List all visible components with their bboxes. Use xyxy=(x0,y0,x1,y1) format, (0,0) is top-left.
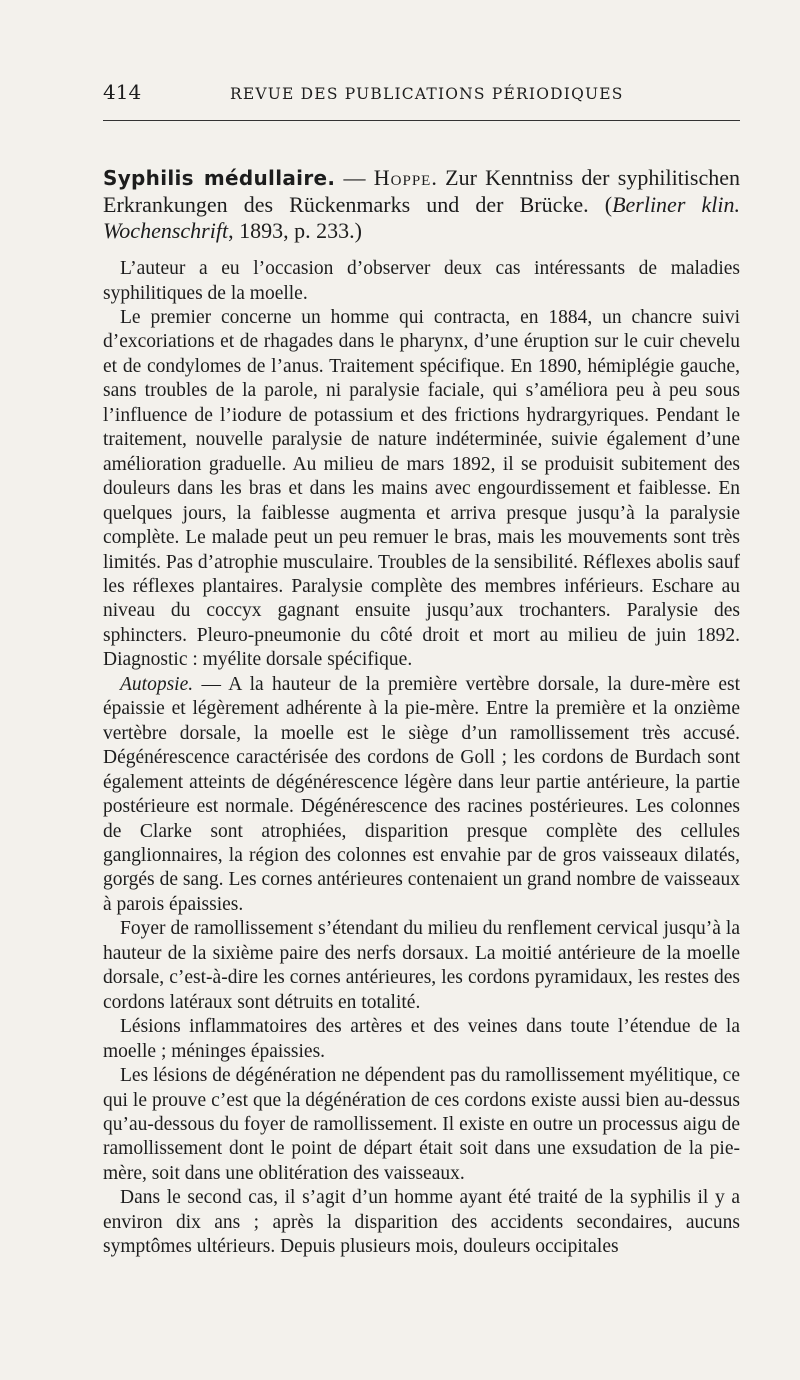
article-body xyxy=(103,165,740,1260)
article-reference: . Zur Kenntniss der syphilitischen Erkrankungen des Rückenmarks und der Brücke. ( xyxy=(103,165,740,217)
paragraph: Lésions inflammatoires des artères et des veines dans toute l’étendue de la moelle ; méninges épaissies. xyxy=(103,1016,740,1062)
paragraph: Dans le second cas, il s’agit d’un homme ayant été traité de la syphilis il y a environ dix ans ; après la disparition des accidents secondaires, aucuns symptômes ultérieurs. Depuis plusieurs mois, douleurs occipitales xyxy=(103,1187,740,1258)
paragraph: L’auteur a eu l’occasion d’observer deux cas intéressants de maladies syphilitiques de la moelle. xyxy=(103,258,740,304)
article-author: Hoppe xyxy=(373,165,432,190)
header-rule xyxy=(103,120,740,121)
autopsy-text: — A la hauteur de la première vertèbre dorsale, la dure-mère est épaissie et légèrement adhérente à la pie-mère. Entre la première et la onzième vertèbre dorsale, la moelle est le siège d’un ramollissement très accusé. Dégénérescence caractérisée des cordons de Goll ; les cordons de Burdach sont également atteints de dégénérescence légère dans leur partie antérieure, la partie postérieure est normale. Dégénérescence des racines postérieures. Les colonnes de Clarke sont atrophiées, disparition presque complète des cellules ganglionnaires, la région des colonnes est envahie par de gros vaisseaux dilatés, gorgés de sang. Les cornes antérieures contenaient un grand nombre de vaisseaux à parois épaissies. xyxy=(103,673,740,915)
autopsy-label: Autopsie. xyxy=(120,673,194,695)
journal-name: Berliner klin. Wochenschrift xyxy=(103,191,740,244)
article-heading xyxy=(103,165,740,245)
reference-tail: , 1893, p. 233.) xyxy=(228,218,362,244)
autopsy-paragraph xyxy=(103,673,740,918)
page-number: 414 xyxy=(103,80,142,104)
running-title: REVUE DES PUBLICATIONS PÉRIODIQUES xyxy=(230,85,624,103)
paragraph: Le premier concerne un homme qui contracta, en 1884, un chancre suivi d’excoriations et de rhagades dans le pharynx, d’une éruption sur le cuir chevelu et de condylomes de l’anus. Traitement spécifique. En 1890, hémiplégie gauche, sans troubles de la parole, ni paralysie faciale, qui s’améliora peu à peu sous l’influence de l’iodure de potassium et des frictions hydrargyriques. Pendant le traitement, nouvelle paralysie de nature indéterminée, suivie également d’une amélioration graduelle. Au milieu de mars 1892, il se produisit subitement des douleurs dans les bras et dans les mains avec engourdissement et faiblesse. En quelques jours, la faiblesse augmenta et arriva presque jusqu’à la paralysie complète. Le malade peut un peu remuer le bras, mais les mouvements sont très limités. Pas d’atrophie musculaire. Troubles de la sensibilité. Réflexes abolis sauf les réflexes plantaires. Paralysie complète des membres inférieurs. Eschare au niveau du coccyx gagnant ensuite jusqu’aux trochanters. Paralysie des sphincters. Pleuro-pneumonie du côté droit et mort au milieu de juin 1892. Diagnostic : myélite dorsale spécifique. xyxy=(103,307,740,671)
article-title: Syphilis médullaire. xyxy=(103,166,336,190)
page-header xyxy=(103,80,740,112)
paragraph: Les lésions de dégénération ne dépendent pas du ramollissement myélitique, ce qui le prouve c’est que la dégénération de ces cordons existe aussi bien au-dessus qu’au-dessous du foyer de ramollissement. Il existe en outre un processus aigu de ramollissement dont le point de départ était soit dans une exsudation de la pie-mère, soit dans une oblitération des vaisseaux. xyxy=(103,1065,740,1184)
paragraph: Foyer de ramollissement s’étendant du milieu du renflement cervical jusqu’à la hauteur de la sixième paire des nerfs dorsaux. La moitié antérieure de la moelle dorsale, c’est-à-dire les cornes antérieures, les cordons pyramidaux, les restes des cordons latéraux sont détruits en totalité. xyxy=(103,918,740,1013)
heading-dash: — xyxy=(335,165,374,190)
